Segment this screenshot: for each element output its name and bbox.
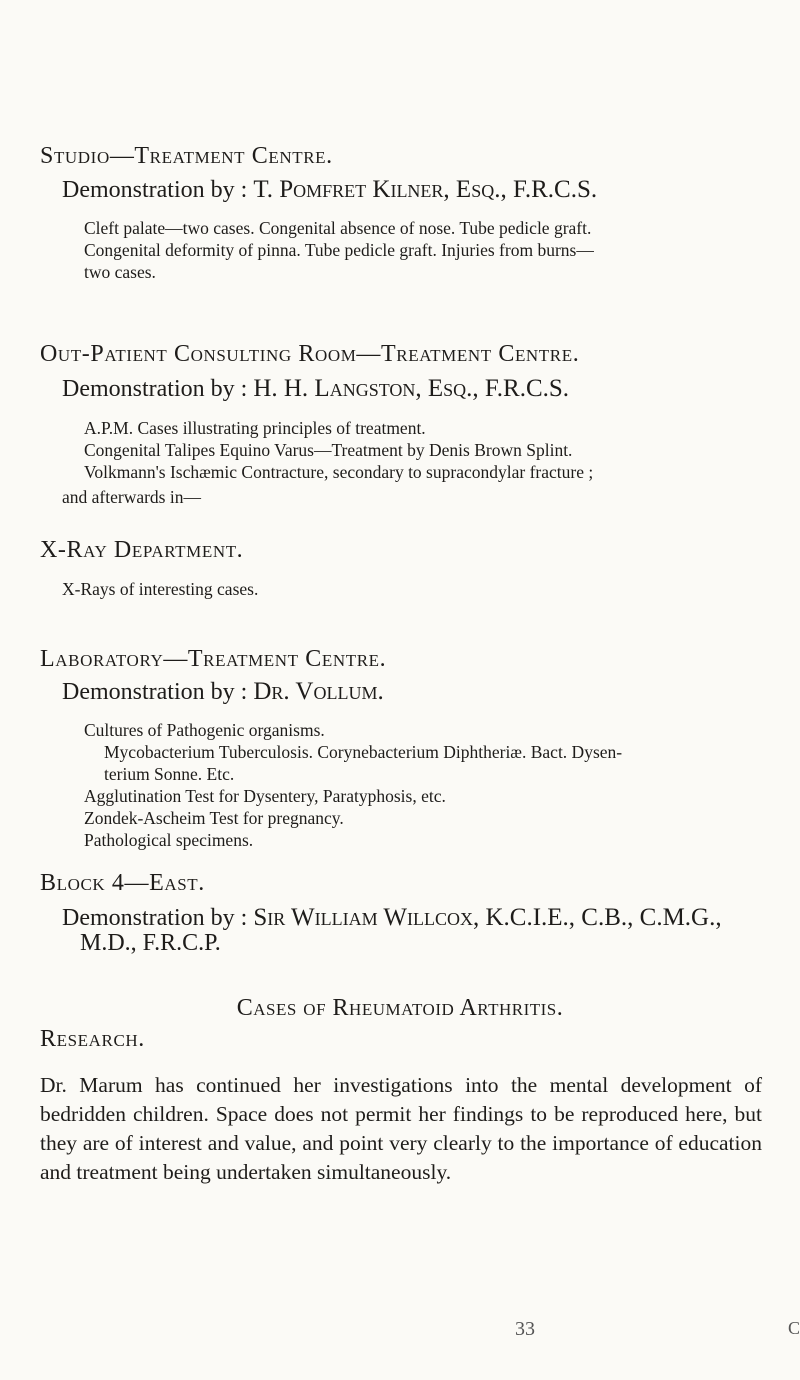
demonstration-line	[62, 375, 569, 403]
body-line: Cultures of Pathogenic organisms.	[84, 720, 325, 740]
section-heading-studio: Studio—Treatment Centre.	[40, 143, 333, 169]
body-line: Pathological specimens.	[84, 830, 254, 850]
cases-subtitle: Cases of Rheumatoid Arthritis.	[236, 995, 564, 1021]
demonstrator-name: Dr. Vollum.	[253, 678, 384, 705]
demonstrator-qualifications: M.D., F.R.C.P.	[80, 930, 221, 956]
section-body	[84, 417, 794, 483]
section-heading-x-ray: X-Ray Department.	[40, 537, 244, 563]
body-line: Volkmann's Ischæmic Contracture, secondary to supracondylar fracture ;	[84, 462, 594, 482]
body-line: Congenital deformity of pinna. Tube pedicle graft. Injuries from burns—	[84, 240, 594, 260]
body-line: Congenital Talipes Equino Varus—Treatment by Denis Brown Splint.	[84, 440, 573, 460]
demonstration-line	[62, 904, 722, 932]
demonstration-prefix: Demonstration by :	[62, 679, 248, 705]
body-line: Zondek-Ascheim Test for pregnancy.	[84, 808, 344, 828]
demonstration-line	[62, 678, 384, 706]
demonstration-line	[62, 176, 597, 204]
body-line: A.P.M. Cases illustrating principles of treatment.	[84, 418, 426, 438]
section-body	[62, 578, 772, 600]
body-line: Mycobacterium Tuberculosis. Corynebacterium Diphtheriæ. Bact. Dysen-	[104, 742, 623, 762]
demonstration-prefix: Demonstration by :	[62, 177, 248, 203]
section-continuation	[62, 486, 772, 508]
section-body	[84, 217, 794, 283]
page-number: 33	[515, 1318, 535, 1340]
body-line: Cleft palate—two cases. Congenital absence of nose. Tube pedicle graft.	[84, 218, 592, 238]
section-body	[84, 719, 794, 851]
section-heading-laboratory: Laboratory—Treatment Centre.	[40, 646, 387, 672]
body-line: X-Rays of interesting cases.	[62, 579, 259, 599]
demonstrator-name: H. H. Langston, Esq., F.R.C.S.	[253, 375, 570, 402]
section-heading-block-4: Block 4—East.	[40, 870, 205, 896]
demonstrator-name: T. Pomfret Kilner, Esq., F.R.C.S.	[253, 176, 598, 203]
body-line: and afterwards in—	[62, 487, 201, 507]
body-line: Agglutination Test for Dysentery, Paratyphosis, etc.	[84, 786, 446, 806]
signature-mark: C	[788, 1318, 800, 1338]
demonstration-prefix: Demonstration by :	[62, 905, 248, 931]
demonstration-prefix: Demonstration by :	[62, 376, 248, 402]
section-heading-out-patient: Out-Patient Consulting Room—Treatment Centre.	[40, 341, 580, 367]
research-paragraph: Dr. Marum has continued her investigations into the mental development of bedridden children. Space does not permit her findings to be reproduced here, but they are of interest and value, and point very clearly to the importance of education and treatment being undertaken simultaneously.	[40, 1073, 762, 1184]
body-line: two cases.	[84, 262, 156, 282]
section-heading-research: Research.	[40, 1026, 145, 1052]
demonstrator-name: Sir William Willcox, K.C.I.E., C.B., C.M.G.,	[253, 904, 722, 931]
body-line: terium Sonne. Etc.	[104, 764, 235, 784]
